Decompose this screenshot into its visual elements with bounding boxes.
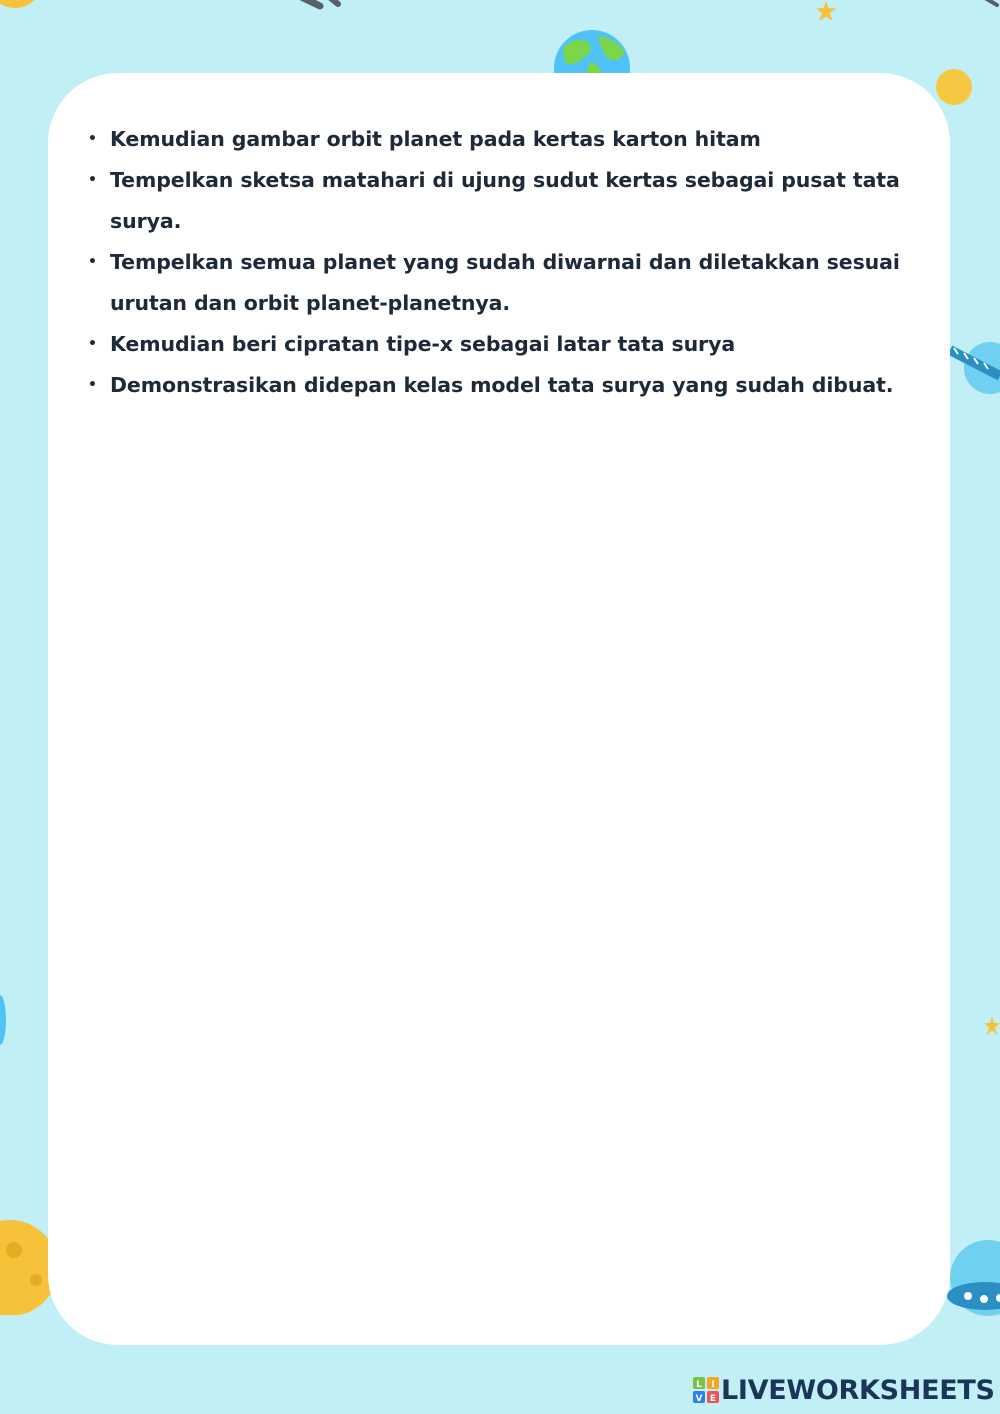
satellite-top-icon: [290, 0, 360, 17]
brand-name: LIVEWORKSHEETS: [721, 1374, 995, 1406]
bullet-icon: •: [88, 131, 97, 147]
star-top-right-icon: [815, 0, 837, 22]
blue-planet-left-icon: [0, 995, 10, 1045]
bullet-icon: •: [88, 172, 97, 188]
liveworksheets-logo: [693, 1374, 995, 1406]
list-item: [88, 119, 930, 160]
list-item: [88, 324, 930, 365]
list-item: [88, 160, 930, 242]
svg-text:I: I: [711, 1380, 715, 1390]
liveworksheets-logo-icon: [693, 1377, 719, 1403]
spaceship-right-icon: [948, 340, 1000, 400]
content-card: [48, 73, 950, 1345]
svg-text:L: L: [696, 1380, 702, 1390]
list-item-text: Tempelkan semua planet yang sudah diwarnai dan diletakkan sesuai urutan dan orbit planet-planetnya.: [110, 250, 900, 315]
yellow-planet-top-left-icon: [0, 0, 60, 25]
bullet-icon: •: [88, 254, 97, 270]
list-item-text: Kemudian gambar orbit planet pada kertas karton hitam: [110, 127, 761, 151]
bullet-icon: •: [88, 336, 97, 352]
star-right-icon: [982, 1016, 1000, 1036]
instruction-list: [88, 119, 930, 406]
yellow-dot-icon: [934, 67, 974, 107]
svg-text:V: V: [695, 1394, 703, 1403]
list-item: [88, 365, 930, 406]
rocket-top-right-icon: [975, 0, 1000, 10]
list-item-text: Tempelkan sketsa matahari di ujung sudut kertas sebagai pusat tata surya.: [110, 168, 900, 233]
list-item-text: Demonstrasikan didepan kelas model tata surya yang sudah dibuat.: [110, 373, 894, 397]
list-item-text: Kemudian beri cipratan tipe-x sebagai latar tata surya: [110, 332, 736, 356]
list-item: [88, 242, 930, 324]
svg-text:E: E: [709, 1394, 717, 1403]
bullet-icon: •: [88, 377, 97, 393]
